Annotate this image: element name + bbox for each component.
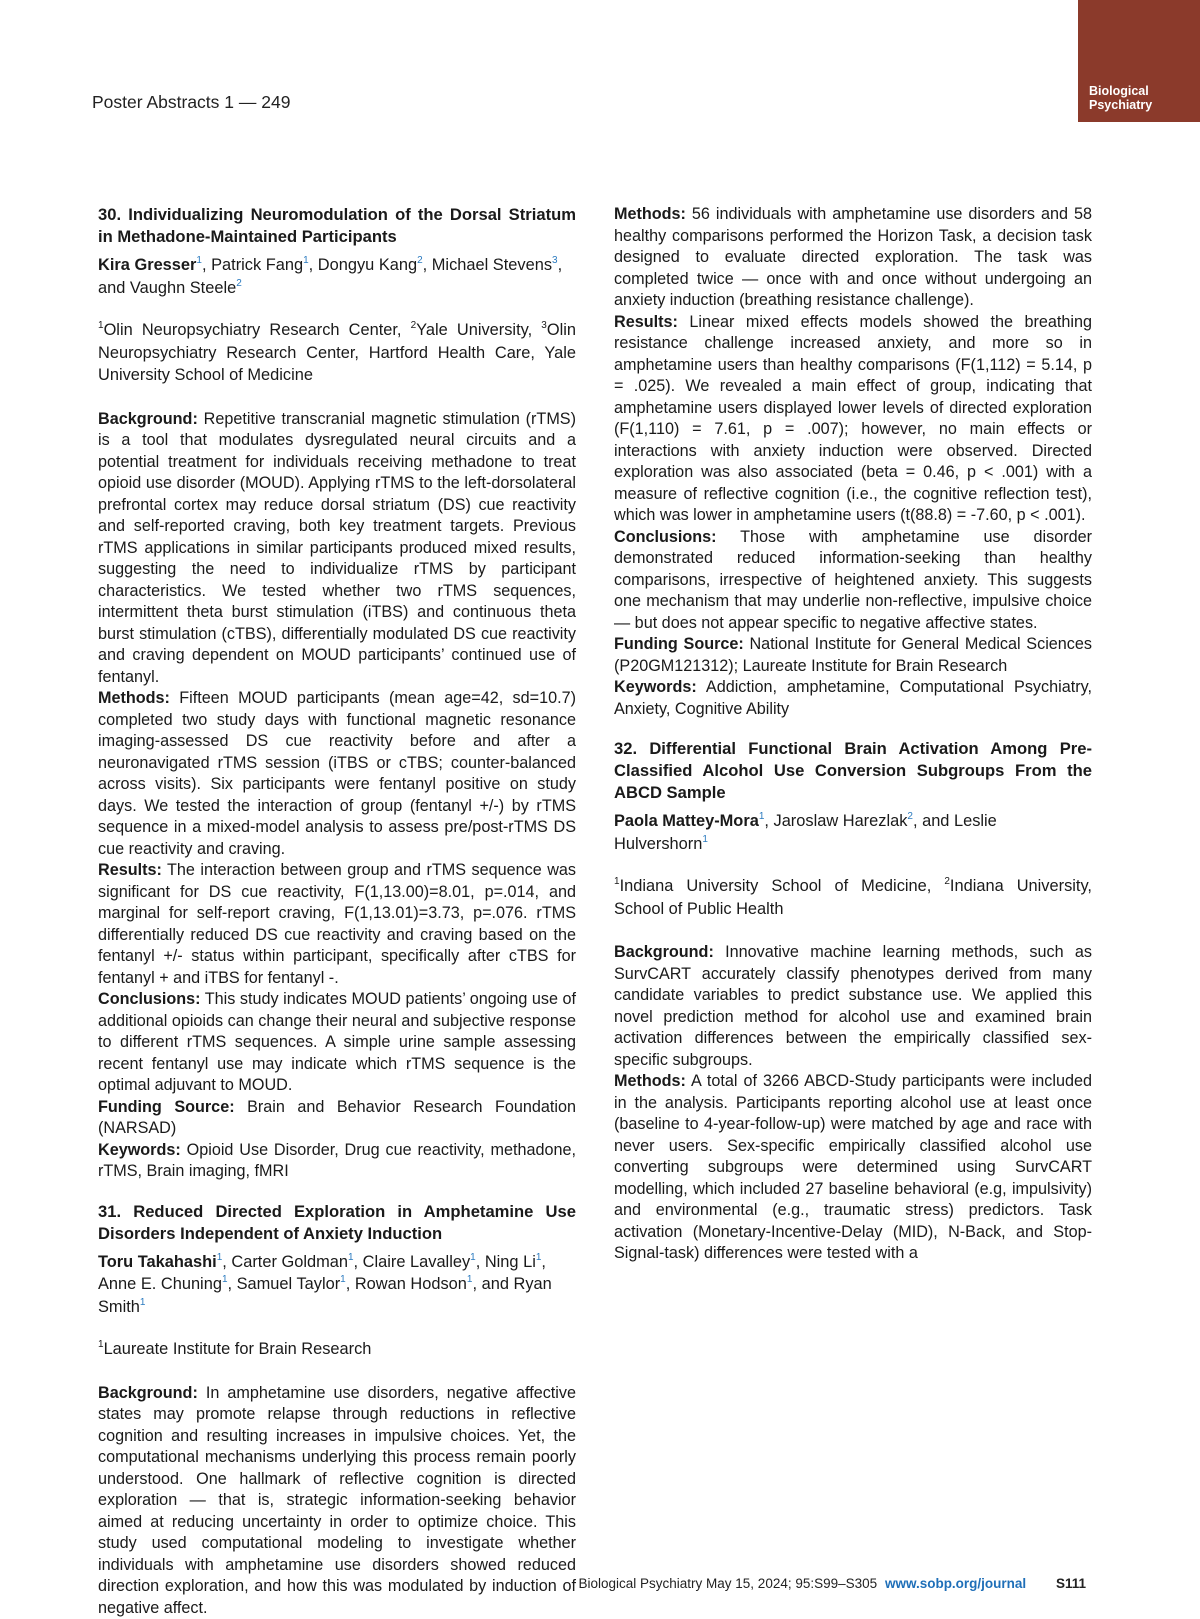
section-text: A total of 3266 ABCD-Study participants were included in the analysis. Participants reporting alcohol use at least once (baseline to 4-year-follow-up) were matched by age and race with never users. Sex-specific empirically classified alcohol use converting subgroups were determined using SurvCART modelling, which included 27 baseline behavioral (e.g, impulsivity) and environmental (e.g., traumatic stress) predictors. Task activation (Monetary-Incentive-Delay (MID), N-Back, and Stop-Signal-task) differences were tested with a bbox=[614, 1072, 1092, 1262]
abstract-30-title: 30. Individualizing Neuromodulation of the Dorsal Striatum in Methadone-Maintained Participants bbox=[98, 204, 576, 248]
author: , Ning Li bbox=[476, 1253, 536, 1271]
abstract-31-authors bbox=[98, 1251, 576, 1319]
affiliation-ref[interactable]: 2 bbox=[236, 278, 242, 289]
author: , Anne E. Chuning bbox=[98, 1253, 546, 1294]
section-text: Addiction, amphetamine, Computational Psychiatry, Anxiety, Cognitive Ability bbox=[614, 678, 1092, 718]
author: , Samuel Taylor bbox=[228, 1275, 341, 1293]
author: , and Leslie Hulvershorn bbox=[614, 812, 997, 853]
author: , Dongyu Kang bbox=[309, 256, 417, 274]
section-text: Those with amphetamine use disorder demonstrated reduced information-seeking than healthy comparisons, irrespective of heightened anxiety. This suggests one mechanism that may underlie non-reflective, impulsive choice — but does not appear specific to negative affective states. bbox=[614, 528, 1092, 632]
abstract-31-title: 31. Reduced Directed Exploration in Amphetamine Use Disorders Independent of Anxiety Induction bbox=[98, 1201, 576, 1245]
abstract-31-funding bbox=[614, 634, 1092, 677]
abstract-31-keywords bbox=[614, 677, 1092, 720]
page-footer bbox=[578, 1576, 1086, 1591]
section-label: Results: bbox=[98, 861, 162, 879]
running-title: Poster Abstracts 1 — 249 bbox=[92, 92, 290, 113]
section-text: Linear mixed effects models showed the breathing resistance challenge increased anxiety, and more so in amphetamine users than healthy comparisons (F(1,112) = 5.14, p = .025). We revealed a main effect of group, indicating that amphetamine users displayed lower levels of directed exploration (F(1,110) = 7.61, p = .007); however, no main effects or interactions with anxiety induction were observed. Directed exploration was also associated (beta = 0.46, p < .001) with a measure of reflective cognition (i.e., the cognitive reflection test), which was lower in amphetamine users (t(88.8) = -7.60, p < .001). bbox=[614, 313, 1092, 525]
section-label: Methods: bbox=[98, 689, 170, 707]
abstract-32-title: 32. Differential Functional Brain Activation Among Pre-Classified Alcohol Use Conversion Subgroups From the ABCD Sample bbox=[614, 738, 1092, 804]
abstract-30-methods bbox=[98, 688, 576, 860]
author: , Carter Goldman bbox=[222, 1253, 348, 1271]
author: , Claire Lavalley bbox=[354, 1253, 471, 1271]
journal-url-link[interactable]: www.sobp.org/journal bbox=[885, 1576, 1026, 1591]
affiliation-ref[interactable]: 1 bbox=[303, 255, 309, 266]
abstract-31-conclusions bbox=[614, 527, 1092, 635]
affiliation-ref[interactable]: 3 bbox=[552, 255, 558, 266]
affiliation-ref[interactable]: 1 bbox=[140, 1297, 146, 1308]
section-text: Innovative machine learning methods, such as SurvCART accurately classify phenotypes derived from many candidate variables to predict substance use. We applied this novel prediction method for alcohol use and examined brain activation differences between the empirically classified sex-specific subgroups. bbox=[614, 943, 1092, 1069]
affiliation-ref[interactable]: 1 bbox=[470, 1252, 476, 1263]
abstract-30-authors bbox=[98, 254, 576, 299]
journal-brand-tab bbox=[1078, 0, 1200, 122]
author: , and Ryan Smith bbox=[98, 1275, 552, 1316]
abstract-32-methods bbox=[614, 1071, 1092, 1265]
left-column bbox=[98, 204, 576, 1619]
abstract-31-methods bbox=[614, 204, 1092, 312]
section-text: The interaction between group and rTMS sequence was significant for DS cue reactivity, F(1,13.00)=8.01, p=.014, and marginal for self-report craving, F(1,13.01)=3.73, p=.076. rTMS differentially reduced DS cue reactivity and craving based on the fentanyl +/- status within participant, specifically after cTBS for fentanyl + and iTBS for fentanyl -. bbox=[98, 861, 576, 987]
affiliation-number: 3 bbox=[541, 320, 547, 331]
affiliation-ref[interactable]: 1 bbox=[217, 1252, 223, 1263]
affiliation-number: 1 bbox=[614, 876, 620, 887]
affiliation-ref[interactable]: 1 bbox=[536, 1252, 542, 1263]
author: , Jaroslaw Harezlak bbox=[764, 812, 907, 830]
affiliation-number: 1 bbox=[98, 1339, 104, 1350]
section-label: Background: bbox=[98, 410, 198, 428]
affiliation-ref[interactable]: 2 bbox=[417, 255, 423, 266]
section-label: Conclusions: bbox=[614, 528, 717, 546]
abstract-30-funding bbox=[98, 1097, 576, 1140]
affiliation: Yale University, bbox=[416, 321, 541, 339]
section-text: In amphetamine use disorders, negative affective states may promote relapse through reductions in reflective cognition and resulting increases in impulsive choices. Yet, the computational mechanisms underlying this process remain poorly understood. One hallmark of reflective cognition is directed exploration — that is, strategic information-seeking behavior aimed at reducing uncertainty in order to optimize choice. This study used computational modeling to investigate whether individuals with amphetamine use disorders showed reduced direction exploration, and how this was modulated by induction of negative affect. bbox=[98, 1384, 576, 1617]
affiliation-ref[interactable]: 1 bbox=[196, 255, 202, 266]
section-label: Funding Source: bbox=[98, 1098, 235, 1116]
section-label: Methods: bbox=[614, 1072, 686, 1090]
affiliation-number: 1 bbox=[98, 320, 104, 331]
abstract-30-keywords bbox=[98, 1140, 576, 1183]
author: , Patrick Fang bbox=[202, 256, 303, 274]
author: , Michael Stevens bbox=[423, 256, 552, 274]
abstract-31-background bbox=[98, 1383, 576, 1619]
page-number: S111 bbox=[1056, 1576, 1086, 1591]
section-label: Results: bbox=[614, 313, 678, 331]
section-label: Conclusions: bbox=[98, 990, 201, 1008]
abstract-32-authors bbox=[614, 810, 1092, 855]
abstract-30-results bbox=[98, 860, 576, 989]
author: Kira Gresser bbox=[98, 256, 196, 274]
affiliation-ref[interactable]: 1 bbox=[348, 1252, 354, 1263]
author: Paola Mattey-Mora bbox=[614, 812, 759, 830]
affiliation-number: 2 bbox=[944, 876, 950, 887]
affiliation: Indiana University, School of Public Health bbox=[614, 877, 1092, 918]
section-text: This study indicates MOUD patients’ ongoing use of additional opioids can change their neural and subjective response to different rTMS sequences. A simple urine sample assessing recent fentanyl use may indicate which rTMS sequence is the optimal adjuvant to MOUD. bbox=[98, 990, 576, 1094]
section-label: Background: bbox=[614, 943, 714, 961]
section-label: Methods: bbox=[614, 205, 686, 223]
affiliation: Laureate Institute for Brain Research bbox=[104, 1340, 372, 1358]
affiliation-ref[interactable]: 1 bbox=[340, 1274, 346, 1285]
abstract-32-affiliations bbox=[614, 875, 1092, 920]
affiliation-ref[interactable]: 1 bbox=[467, 1274, 473, 1285]
affiliation: Olin Neuropsychiatry Research Center, Hartford Health Care, Yale University School of Medicine bbox=[98, 321, 576, 384]
affiliation-ref[interactable]: 1 bbox=[222, 1274, 228, 1285]
section-label: Keywords: bbox=[614, 678, 697, 696]
abstract-31-results bbox=[614, 312, 1092, 527]
author: , and Vaughn Steele bbox=[98, 256, 562, 297]
section-text: 56 individuals with amphetamine use disorders and 58 healthy comparisons performed the Horizon Task, a decision task designed to evaluate directed exploration. The task was completed twice — once with and once without undergoing an anxiety induction (breathing resistance challenge). bbox=[614, 205, 1092, 309]
right-column bbox=[614, 204, 1092, 1265]
affiliation-ref[interactable]: 2 bbox=[907, 811, 913, 822]
abstract-31-affiliations bbox=[98, 1338, 576, 1361]
affiliation: Indiana University School of Medicine, bbox=[620, 877, 945, 895]
section-label: Funding Source: bbox=[614, 635, 744, 653]
abstract-30-affiliations bbox=[98, 319, 576, 387]
author: , Rowan Hodson bbox=[346, 1275, 467, 1293]
section-label: Background: bbox=[98, 1384, 198, 1402]
section-text: National Institute for General Medical Sciences (P20GM121312); Laureate Institute for Brain Research bbox=[614, 635, 1092, 675]
affiliation-ref[interactable]: 1 bbox=[759, 811, 765, 822]
section-text: Repetitive transcranial magnetic stimulation (rTMS) is a tool that modulates dysregulated neural circuits and a potential treatment for individuals receiving methadone to treat opioid use disorder (MOUD). Applying rTMS to the left-dorsolateral prefrontal cortex may reduce dorsal striatum (DS) cue reactivity and self-reported craving, both key treatment targets. Previous rTMS applications in similar participants produced mixed results, suggesting the need to individualize rTMS by participant characteristics. We tested whether two rTMS sequences, intermittent theta burst stimulation (iTBS) and continuous theta burst stimulation (cTBS), differentially modulated DS cue reactivity and craving dependent on MOUD participants’ continued use of fentanyl. bbox=[98, 410, 576, 686]
affiliation-ref[interactable]: 1 bbox=[702, 834, 708, 845]
section-label: Keywords: bbox=[98, 1141, 181, 1159]
author: Toru Takahashi bbox=[98, 1253, 217, 1271]
journal-tab-line1: Biological bbox=[1089, 84, 1200, 98]
abstract-32-background bbox=[614, 942, 1092, 1071]
journal-citation: Biological Psychiatry May 15, 2024; 95:S99–S305 bbox=[578, 1576, 877, 1591]
section-text: Brain and Behavior Research Foundation (NARSAD) bbox=[98, 1098, 576, 1138]
abstract-30-background bbox=[98, 409, 576, 689]
abstract-30-conclusions bbox=[98, 989, 576, 1097]
affiliation: Olin Neuropsychiatry Research Center, bbox=[104, 321, 411, 339]
section-text: Opioid Use Disorder, Drug cue reactivity, methadone, rTMS, Brain imaging, fMRI bbox=[98, 1141, 576, 1181]
section-text: Fifteen MOUD participants (mean age=42, sd=10.7) completed two study days with functional magnetic resonance imaging-assessed DS cue reactivity before and after a neuronavigated rTMS session (iTBS or cTBS; counter-balanced across visits). Six participants were fentanyl positive on study days. We tested the interaction of group (fentanyl +/-) by rTMS sequence in a mixed-model analysis to assess pre/post-rTMS DS cue reactivity and craving. bbox=[98, 689, 576, 858]
journal-tab-line2: Psychiatry bbox=[1089, 98, 1200, 112]
affiliation-number: 2 bbox=[411, 320, 417, 331]
